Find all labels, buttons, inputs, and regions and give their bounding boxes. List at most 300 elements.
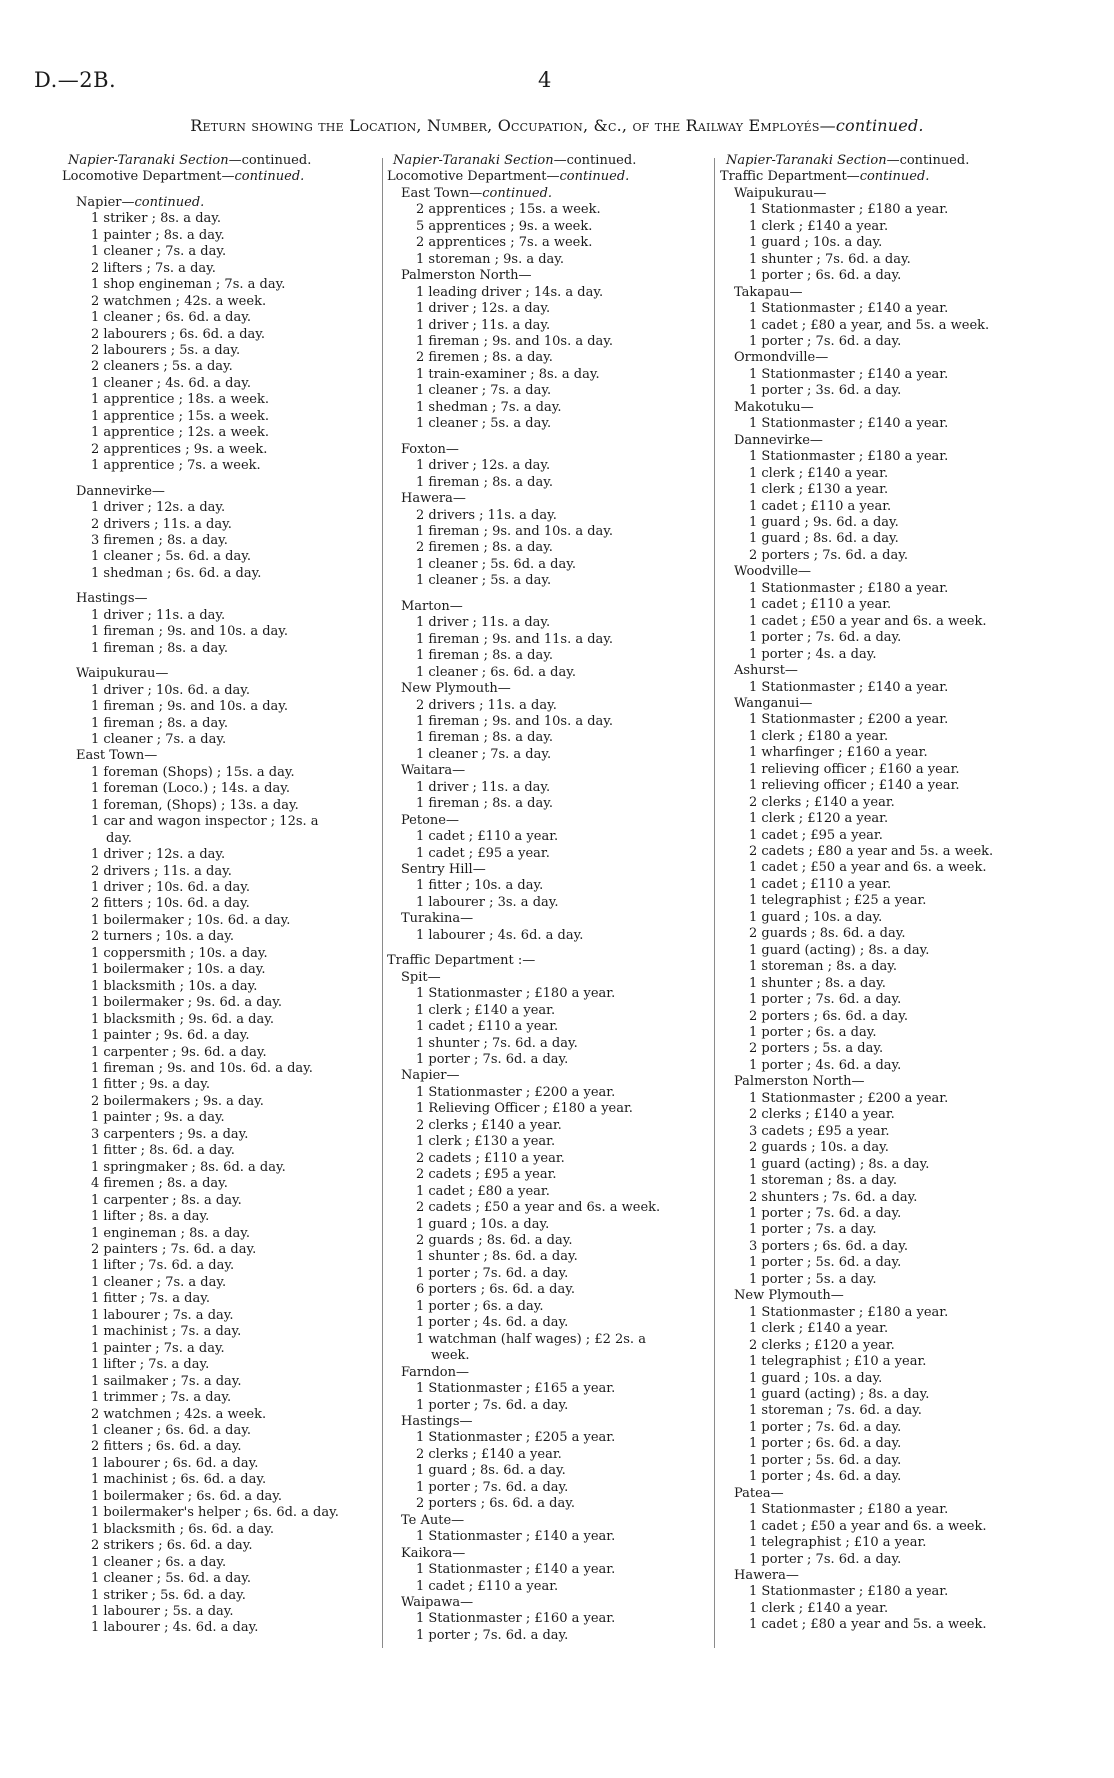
- employee-entry: [387, 1579, 717, 1595]
- spacer: [62, 475, 398, 484]
- line-text: 1 shedman ; 6s. 6d. a day.: [91, 565, 262, 581]
- line-text: 1 cadet ; £110 a year.: [749, 498, 892, 514]
- employee-entry: [720, 252, 1064, 268]
- line-text: 1 apprentice ; 15s. a week.: [91, 408, 269, 424]
- line-text: 2 fitters ; 10s. 6d. a day.: [91, 896, 250, 912]
- employee-entry: [62, 765, 398, 781]
- employee-entry: [387, 557, 717, 573]
- line-text: Locomotive Department—: [387, 169, 560, 185]
- line-text: 1 cadet ; £110 a year.: [749, 876, 892, 892]
- line-text: 1 porter ; 7s. 6d. a day.: [749, 333, 902, 349]
- employee-entry: [62, 1604, 398, 1620]
- location-heading: [387, 1068, 717, 1084]
- line-text: 1 train-examiner ; 8s. a day.: [416, 366, 600, 382]
- line-text: 1 clerk ; £130 a year.: [749, 482, 889, 498]
- line-text: Sentry Hill—: [401, 862, 486, 878]
- department-heading: [387, 169, 717, 185]
- line-text: 1 clerk ; £120 a year.: [749, 811, 889, 827]
- column-3: [720, 153, 1064, 1634]
- line-text: 1 clerk ; £130 a year.: [416, 1134, 556, 1150]
- employee-entry: [62, 1324, 398, 1340]
- department-heading: [387, 953, 717, 969]
- line-text: 1 cleaner ; 5s. 6d. a day.: [91, 549, 251, 565]
- location-heading: [387, 268, 717, 284]
- line-text: 1 driver ; 11s. a day.: [416, 317, 551, 333]
- employee-entry: [720, 1584, 1064, 1600]
- department-heading: [720, 169, 1064, 185]
- employee-entry: [62, 310, 398, 326]
- line-text: 1 fitter ; 8s. 6d. a day.: [91, 1143, 235, 1159]
- line-text: 1 apprentice ; 7s. a week.: [91, 458, 261, 474]
- line-text: 1 clerk ; £140 a year.: [749, 218, 889, 234]
- employee-entry: [387, 1430, 717, 1446]
- line-text: 1 porter ; 7s. 6d. a day.: [416, 1479, 569, 1495]
- line-text: 1 cleaner ; 7s. a day.: [416, 383, 552, 399]
- line-text: 1 clerk ; £140 a year.: [416, 1002, 556, 1018]
- employee-entry: [387, 252, 717, 268]
- line-text: Dannevirke—: [734, 432, 823, 448]
- employee-entry: [62, 376, 398, 392]
- line-text: 1 Stationmaster ; £180 a year.: [749, 1304, 949, 1320]
- line-text: 1 cadet ; £110 a year.: [416, 1578, 559, 1594]
- line-text: 1 cadet ; £50 a year and 6s. a week.: [749, 1518, 987, 1534]
- employee-entry: [720, 202, 1064, 218]
- line-text: 1 Stationmaster ; £165 a year.: [416, 1381, 616, 1397]
- employee-entry-continued: [62, 831, 398, 847]
- line-text: 1 guard ; 8s. 6d. a day.: [749, 531, 899, 547]
- employee-entry: [387, 1003, 717, 1019]
- line-text: Napier-Taranaki Section: [726, 153, 887, 168]
- line-suffix: —continued.: [886, 153, 970, 168]
- spacer: [387, 590, 717, 599]
- line-text: 1 sailmaker ; 7s. a day.: [91, 1373, 242, 1389]
- employee-entry: [62, 896, 398, 912]
- line-text: 1 Stationmaster ; £140 a year.: [749, 679, 949, 695]
- line-text: 1 springmaker ; 8s. 6d. a day.: [91, 1159, 286, 1175]
- employee-entry: [62, 425, 398, 441]
- employee-entry: [720, 1239, 1064, 1255]
- department-heading: [62, 169, 398, 185]
- line-text: 1 guard ; 9s. 6d. a day.: [749, 514, 899, 530]
- line-text: 2 clerks ; £140 a year.: [749, 794, 895, 810]
- employee-entry: [387, 714, 717, 730]
- line-text: 1 shunter ; 7s. 6d. a day.: [749, 251, 911, 267]
- employee-entry: [62, 359, 398, 375]
- line-text: 1 painter ; 9s. 6d. a day.: [91, 1028, 250, 1044]
- employee-entry-continued: [387, 1348, 717, 1364]
- employee-entry: [62, 1143, 398, 1159]
- line-text: 1 foreman (Loco.) ; 14s. a day.: [91, 781, 290, 797]
- line-text: 1 driver ; 11s. a day.: [416, 615, 551, 631]
- line-text: 1 relieving officer ; £140 a year.: [749, 778, 960, 794]
- employee-entry: [720, 729, 1064, 745]
- line-text: 1 driver ; 10s. 6d. a day.: [91, 682, 251, 698]
- employee-entry: [387, 202, 717, 218]
- employee-entry: [62, 211, 398, 227]
- line-text: 2 labourers ; 5s. a day.: [91, 342, 241, 358]
- line-text: 1 porter ; 5s. 6d. a day.: [749, 1452, 902, 1468]
- line-text: 1 fitter ; 7s. a day.: [91, 1291, 210, 1307]
- line-text: 1 Stationmaster ; £180 a year.: [416, 986, 616, 1002]
- employee-entry: [387, 475, 717, 491]
- line-text: 1 clerk ; £180 a year.: [749, 728, 889, 744]
- employee-entry: [387, 334, 717, 350]
- line-text: 1 cleaner ; 6s. a day.: [91, 1554, 227, 1570]
- line-text: 1 striker ; 5s. 6d. a day.: [91, 1587, 246, 1603]
- line-text: 1 fireman ; 8s. a day.: [416, 730, 553, 746]
- line-text: 1 car and wagon inspector ; 12s. a: [91, 814, 319, 830]
- line-text: 1 driver ; 11s. a day.: [416, 779, 551, 795]
- line-text: 2 drivers ; 11s. a day.: [416, 697, 557, 713]
- employee-entry: [62, 277, 398, 293]
- line-text: 1 guard (acting) ; 8s. a day.: [749, 942, 930, 958]
- line-text: 1 apprentice ; 18s. a week.: [91, 392, 269, 408]
- page-number: 4: [538, 68, 552, 92]
- employee-entry: [720, 910, 1064, 926]
- section-heading: [387, 153, 717, 169]
- employee-entry: [720, 1535, 1064, 1551]
- line-text: Spit—: [401, 969, 441, 985]
- line-text: 1 carpenter ; 9s. 6d. a day.: [91, 1044, 267, 1060]
- employee-entry: [62, 995, 398, 1011]
- document-reference: D.—2B.: [34, 68, 117, 92]
- line-text: 2 porters ; 6s. 6d. a day.: [416, 1496, 575, 1512]
- employee-entry: [62, 1258, 398, 1274]
- employee-entry: [720, 828, 1064, 844]
- line-text: 1 trimmer ; 7s. a day.: [91, 1390, 232, 1406]
- line-text: 1 carpenter ; 8s. a day.: [91, 1192, 242, 1208]
- line-text: 1 driver ; 10s. 6d. a day.: [91, 880, 251, 896]
- line-text: 1 fireman ; 8s. a day.: [91, 640, 228, 656]
- line-text: 1 shunter ; 7s. 6d. a day.: [416, 1035, 578, 1051]
- line-text: 1 guard ; 10s. a day.: [749, 235, 883, 251]
- employee-entry: [387, 1381, 717, 1397]
- employee-entry: [720, 614, 1064, 630]
- line-text: 1 painter ; 7s. a day.: [91, 1340, 225, 1356]
- employee-entry: [387, 1496, 717, 1512]
- line-text: 1 blacksmith ; 6s. 6d. a day.: [91, 1521, 274, 1537]
- line-text: 1 foreman, (Shops) ; 13s. a day.: [91, 797, 299, 813]
- line-text: 1 guard ; 10s. a day.: [749, 909, 883, 925]
- employee-entry: [720, 581, 1064, 597]
- line-text: 2 apprentices ; 9s. a week.: [91, 441, 268, 457]
- employee-entry: [62, 1522, 398, 1538]
- employee-entry: [387, 1266, 717, 1282]
- employee-entry: [720, 1058, 1064, 1074]
- line-text: 1 Stationmaster ; £180 a year.: [749, 1584, 949, 1600]
- employee-entry: [720, 1305, 1064, 1321]
- line-text: 5 apprentices ; 9s. a week.: [416, 218, 593, 234]
- line-italic: continued.: [482, 185, 553, 201]
- line-text: 1 boilermaker ; 9s. 6d. a day.: [91, 995, 283, 1011]
- line-text: 2 cadets ; £95 a year.: [416, 1167, 557, 1183]
- line-text: 1 porter ; 6s. a day.: [749, 1025, 877, 1041]
- employee-entry: [62, 1423, 398, 1439]
- employee-entry: [387, 615, 717, 631]
- employee-entry: [387, 1398, 717, 1414]
- employee-entry: [387, 383, 717, 399]
- employee-entry: [387, 986, 717, 1002]
- section-heading: [62, 153, 398, 169]
- employee-entry: [387, 350, 717, 366]
- employee-entry: [62, 261, 398, 277]
- employee-entry: [62, 392, 398, 408]
- line-text: 1 striker ; 8s. a day.: [91, 211, 222, 227]
- line-text: 1 Stationmaster ; £200 a year.: [749, 1090, 949, 1106]
- employee-entry: [387, 1118, 717, 1134]
- employee-entry: [62, 1472, 398, 1488]
- location-heading: [387, 1365, 717, 1381]
- employee-entry: [720, 597, 1064, 613]
- employee-entry: [720, 1420, 1064, 1436]
- line-text: 1 porter ; 7s. 6d. a day.: [749, 1419, 902, 1435]
- employee-entry: [720, 1222, 1064, 1238]
- line-text: 1 cleaner ; 5s. 6d. a day.: [91, 1571, 251, 1587]
- line-text: 1 cadet ; £50 a year and 6s. a week.: [749, 860, 987, 876]
- employee-entry: [62, 1505, 398, 1521]
- line-text: 1 wharfinger ; £160 a year.: [749, 745, 928, 761]
- employee-entry: [62, 533, 398, 549]
- line-text: 3 cadets ; £95 a year.: [749, 1123, 890, 1139]
- line-text: 1 cadet ; £80 a year, and 5s. a week.: [749, 317, 990, 333]
- location-heading: [720, 400, 1064, 416]
- line-text: 2 fitters ; 6s. 6d. a day.: [91, 1439, 242, 1455]
- line-text: 1 porter ; 4s. 6d. a day.: [416, 1315, 569, 1331]
- employee-entry: [720, 1519, 1064, 1535]
- line-text: 1 guard (acting) ; 8s. a day.: [749, 1156, 930, 1172]
- employee-entry: [720, 416, 1064, 432]
- employee-entry: [720, 219, 1064, 235]
- line-text: Makotuku—: [734, 399, 814, 415]
- employee-entry: [62, 1160, 398, 1176]
- employee-entry: [387, 796, 717, 812]
- line-text: 1 cleaner ; 7s. a day.: [416, 746, 552, 762]
- line-text: 1 Stationmaster ; £140 a year.: [749, 301, 949, 317]
- line-text: 1 Stationmaster ; £140 a year.: [749, 366, 949, 382]
- employee-entry: [62, 847, 398, 863]
- employee-entry: [387, 780, 717, 796]
- employee-entry: [720, 1173, 1064, 1189]
- line-text: 1 storeman ; 9s. a day.: [416, 251, 565, 267]
- line-text: New Plymouth—: [734, 1288, 844, 1304]
- employee-entry: [62, 442, 398, 458]
- line-text: 4 firemen ; 8s. a day.: [91, 1176, 228, 1192]
- employee-entry: [387, 1447, 717, 1463]
- employee-entry: [62, 798, 398, 814]
- line-text: 1 guard ; 10s. a day.: [416, 1216, 550, 1232]
- line-text: 2 guards ; 8s. 6d. a day.: [749, 926, 906, 942]
- employee-entry: [387, 1167, 717, 1183]
- employee-entry: [62, 1127, 398, 1143]
- location-heading: [387, 911, 717, 927]
- line-text: 1 driver ; 12s. a day.: [416, 458, 551, 474]
- line-text: 1 cleaner ; 4s. 6d. a day.: [91, 375, 251, 391]
- employee-entry: [62, 1012, 398, 1028]
- employee-entry: [62, 814, 398, 830]
- employee-entry: [720, 1321, 1064, 1337]
- spacer: [62, 186, 398, 195]
- line-text: 1 fireman ; 8s. a day.: [416, 796, 553, 812]
- employee-entry: [62, 624, 398, 640]
- employee-entry: [720, 235, 1064, 251]
- line-text: 1 cadet ; £110 a year.: [416, 829, 559, 845]
- line-text: 1 porter ; 6s. 6d. a day.: [749, 268, 902, 284]
- line-text: 1 boilermaker ; 10s. 6d. a day.: [91, 912, 291, 928]
- line-text: 1 storeman ; 7s. 6d. a day.: [749, 1403, 922, 1419]
- line-text: 1 shop engineman ; 7s. a day.: [91, 277, 286, 293]
- spacer: [387, 944, 717, 953]
- employee-entry: [387, 1249, 717, 1265]
- employee-entry: [720, 1107, 1064, 1123]
- employee-entry: [720, 811, 1064, 827]
- employee-entry: [720, 762, 1064, 778]
- line-text: Napier—: [401, 1068, 460, 1084]
- spacer: [62, 657, 398, 666]
- line-text: 1 porter ; 3s. 6d. a day.: [749, 383, 902, 399]
- line-text: 1 lifter ; 7s. 6d. a day.: [91, 1258, 235, 1274]
- line-text: 1 cleaner ; 7s. a day.: [91, 731, 227, 747]
- line-text: 1 blacksmith ; 9s. 6d. a day.: [91, 1011, 274, 1027]
- line-text: 1 lifter ; 8s. a day.: [91, 1209, 210, 1225]
- location-heading: [720, 350, 1064, 366]
- line-text: Hawera—: [734, 1567, 799, 1583]
- line-text: 1 watchman (half wages) ; £2 2s. a: [416, 1331, 646, 1347]
- location-heading: [387, 1546, 717, 1562]
- employee-entry: [720, 1453, 1064, 1469]
- line-text: 1 cadet ; £80 a year and 5s. a week.: [749, 1617, 987, 1633]
- employee-entry: [720, 893, 1064, 909]
- line-text: 1 porter ; 7s. 6d. a day.: [416, 1265, 569, 1281]
- line-text: 1 blacksmith ; 10s. a day.: [91, 978, 258, 994]
- line-text: 1 apprentice ; 12s. a week.: [91, 425, 269, 441]
- employee-entry: [387, 573, 717, 589]
- line-text: 1 Stationmaster ; £200 a year.: [416, 1084, 616, 1100]
- line-text: Ormondville—: [734, 350, 829, 366]
- location-heading: [62, 666, 398, 682]
- line-text: 2 lifters ; 7s. a day.: [91, 260, 216, 276]
- line-text: Woodville—: [734, 564, 811, 580]
- employee-entry: [387, 540, 717, 556]
- employee-entry: [62, 1456, 398, 1472]
- location-heading: [720, 696, 1064, 712]
- line-text: 1 porter ; 6s. 6d. a day.: [749, 1436, 902, 1452]
- line-text: Napier-Taranaki Section: [68, 153, 229, 168]
- employee-entry: [62, 244, 398, 260]
- line-text: 1 fireman ; 9s. and 10s. a day.: [91, 699, 289, 715]
- employee-entry: [62, 1061, 398, 1077]
- employee-entry: [720, 1502, 1064, 1518]
- line-text: Waipukurau—: [76, 666, 169, 682]
- line-text: 2 cadets ; £50 a year and 6s. a week.: [416, 1200, 661, 1216]
- employee-entry: [720, 680, 1064, 696]
- line-text: 1 labourer ; 5s. a day.: [91, 1603, 234, 1619]
- line-text: 1 fireman ; 8s. a day.: [416, 648, 553, 664]
- line-text: 3 carpenters ; 9s. a day.: [91, 1126, 249, 1142]
- location-heading: [387, 862, 717, 878]
- line-text: 1 painter ; 8s. a day.: [91, 227, 225, 243]
- employee-entry: [62, 1045, 398, 1061]
- employee-entry: [62, 1094, 398, 1110]
- location-heading: [387, 763, 717, 779]
- line-text: 1 clerk ; £140 a year.: [749, 1321, 889, 1337]
- line-text: 1 fireman ; 8s. a day.: [416, 474, 553, 490]
- location-heading: [387, 1513, 717, 1529]
- employee-entry: [387, 1332, 717, 1348]
- line-text: Dannevirke—: [76, 483, 165, 499]
- employee-entry: [62, 1308, 398, 1324]
- line-text: 1 porter ; 7s. 6d. a day.: [416, 1397, 569, 1413]
- line-text: Palmerston North—: [734, 1074, 865, 1090]
- employee-entry: [387, 219, 717, 235]
- line-text: 2 painters ; 7s. 6d. a day.: [91, 1242, 257, 1257]
- employee-entry: [720, 482, 1064, 498]
- employee-entry: [62, 1077, 398, 1093]
- line-text: Hastings—: [401, 1413, 473, 1429]
- employee-entry: [387, 1217, 717, 1233]
- employee-entry: [62, 1571, 398, 1587]
- line-text: 1 labourer ; 4s. 6d. a day.: [416, 927, 584, 943]
- line-text: 2 clerks ; £140 a year.: [416, 1117, 562, 1133]
- employee-entry: [720, 795, 1064, 811]
- employee-entry: [387, 1611, 717, 1627]
- line-text: 1 Stationmaster ; £140 a year.: [416, 1562, 616, 1578]
- line-text: 1 guard (acting) ; 8s. a day.: [749, 1386, 930, 1402]
- line-text: 2 drivers ; 11s. a day.: [416, 507, 557, 523]
- employee-entry: [720, 1617, 1064, 1633]
- line-text: 1 driver ; 12s. a day.: [91, 500, 226, 516]
- location-heading: [387, 599, 717, 615]
- page-title: [0, 116, 1114, 135]
- location-heading: [387, 970, 717, 986]
- line-text: 1 cleaner ; 7s. a day.: [91, 1274, 227, 1290]
- location-heading: [387, 186, 717, 202]
- line-text: Napier-Taranaki Section: [393, 153, 554, 168]
- employee-entry: [720, 1190, 1064, 1206]
- line-text: 1 porter ; 7s. 6d. a day.: [749, 1206, 902, 1221]
- line-text: 2 firemen ; 8s. a day.: [416, 540, 553, 556]
- line-text: Ashurst—: [734, 663, 798, 679]
- line-text: 1 cadet ; £110 a year.: [749, 597, 892, 613]
- employee-entry: [387, 665, 717, 681]
- employee-entry: [387, 747, 717, 763]
- line-text: 1 porter ; 7s. 6d. a day.: [416, 1627, 569, 1643]
- line-text: Hastings—: [76, 591, 148, 607]
- line-text: 1 boilermaker ; 6s. 6d. a day.: [91, 1488, 283, 1504]
- line-text: 1 fitter ; 9s. a day.: [91, 1077, 210, 1093]
- line-text: 1 labourer ; 3s. a day.: [416, 894, 559, 910]
- employee-entry: [62, 409, 398, 425]
- line-text: 1 storeman ; 8s. a day.: [749, 1173, 898, 1189]
- employee-entry: [387, 301, 717, 317]
- line-text: Traffic Department :—: [387, 953, 536, 969]
- line-text: 2 porters ; 7s. 6d. a day.: [749, 547, 908, 563]
- line-text: 1 fireman ; 8s. a day.: [91, 715, 228, 731]
- employee-entry: [720, 1091, 1064, 1107]
- location-heading: [720, 186, 1064, 202]
- line-text: Kaikora—: [401, 1545, 466, 1561]
- employee-entry: [387, 1233, 717, 1249]
- employee-entry: [62, 1357, 398, 1373]
- employee-entry: [720, 976, 1064, 992]
- employee-entry: [387, 285, 717, 301]
- line-text: 1 Stationmaster ; £180 a year.: [749, 580, 949, 596]
- employee-entry: [387, 1628, 717, 1644]
- location-heading: [62, 748, 398, 764]
- employee-entry: [62, 458, 398, 474]
- line-text: Farndon—: [401, 1364, 469, 1380]
- line-text: 1 Stationmaster ; £205 a year.: [416, 1430, 616, 1446]
- line-text: 2 apprentices ; 7s. a week.: [416, 235, 593, 251]
